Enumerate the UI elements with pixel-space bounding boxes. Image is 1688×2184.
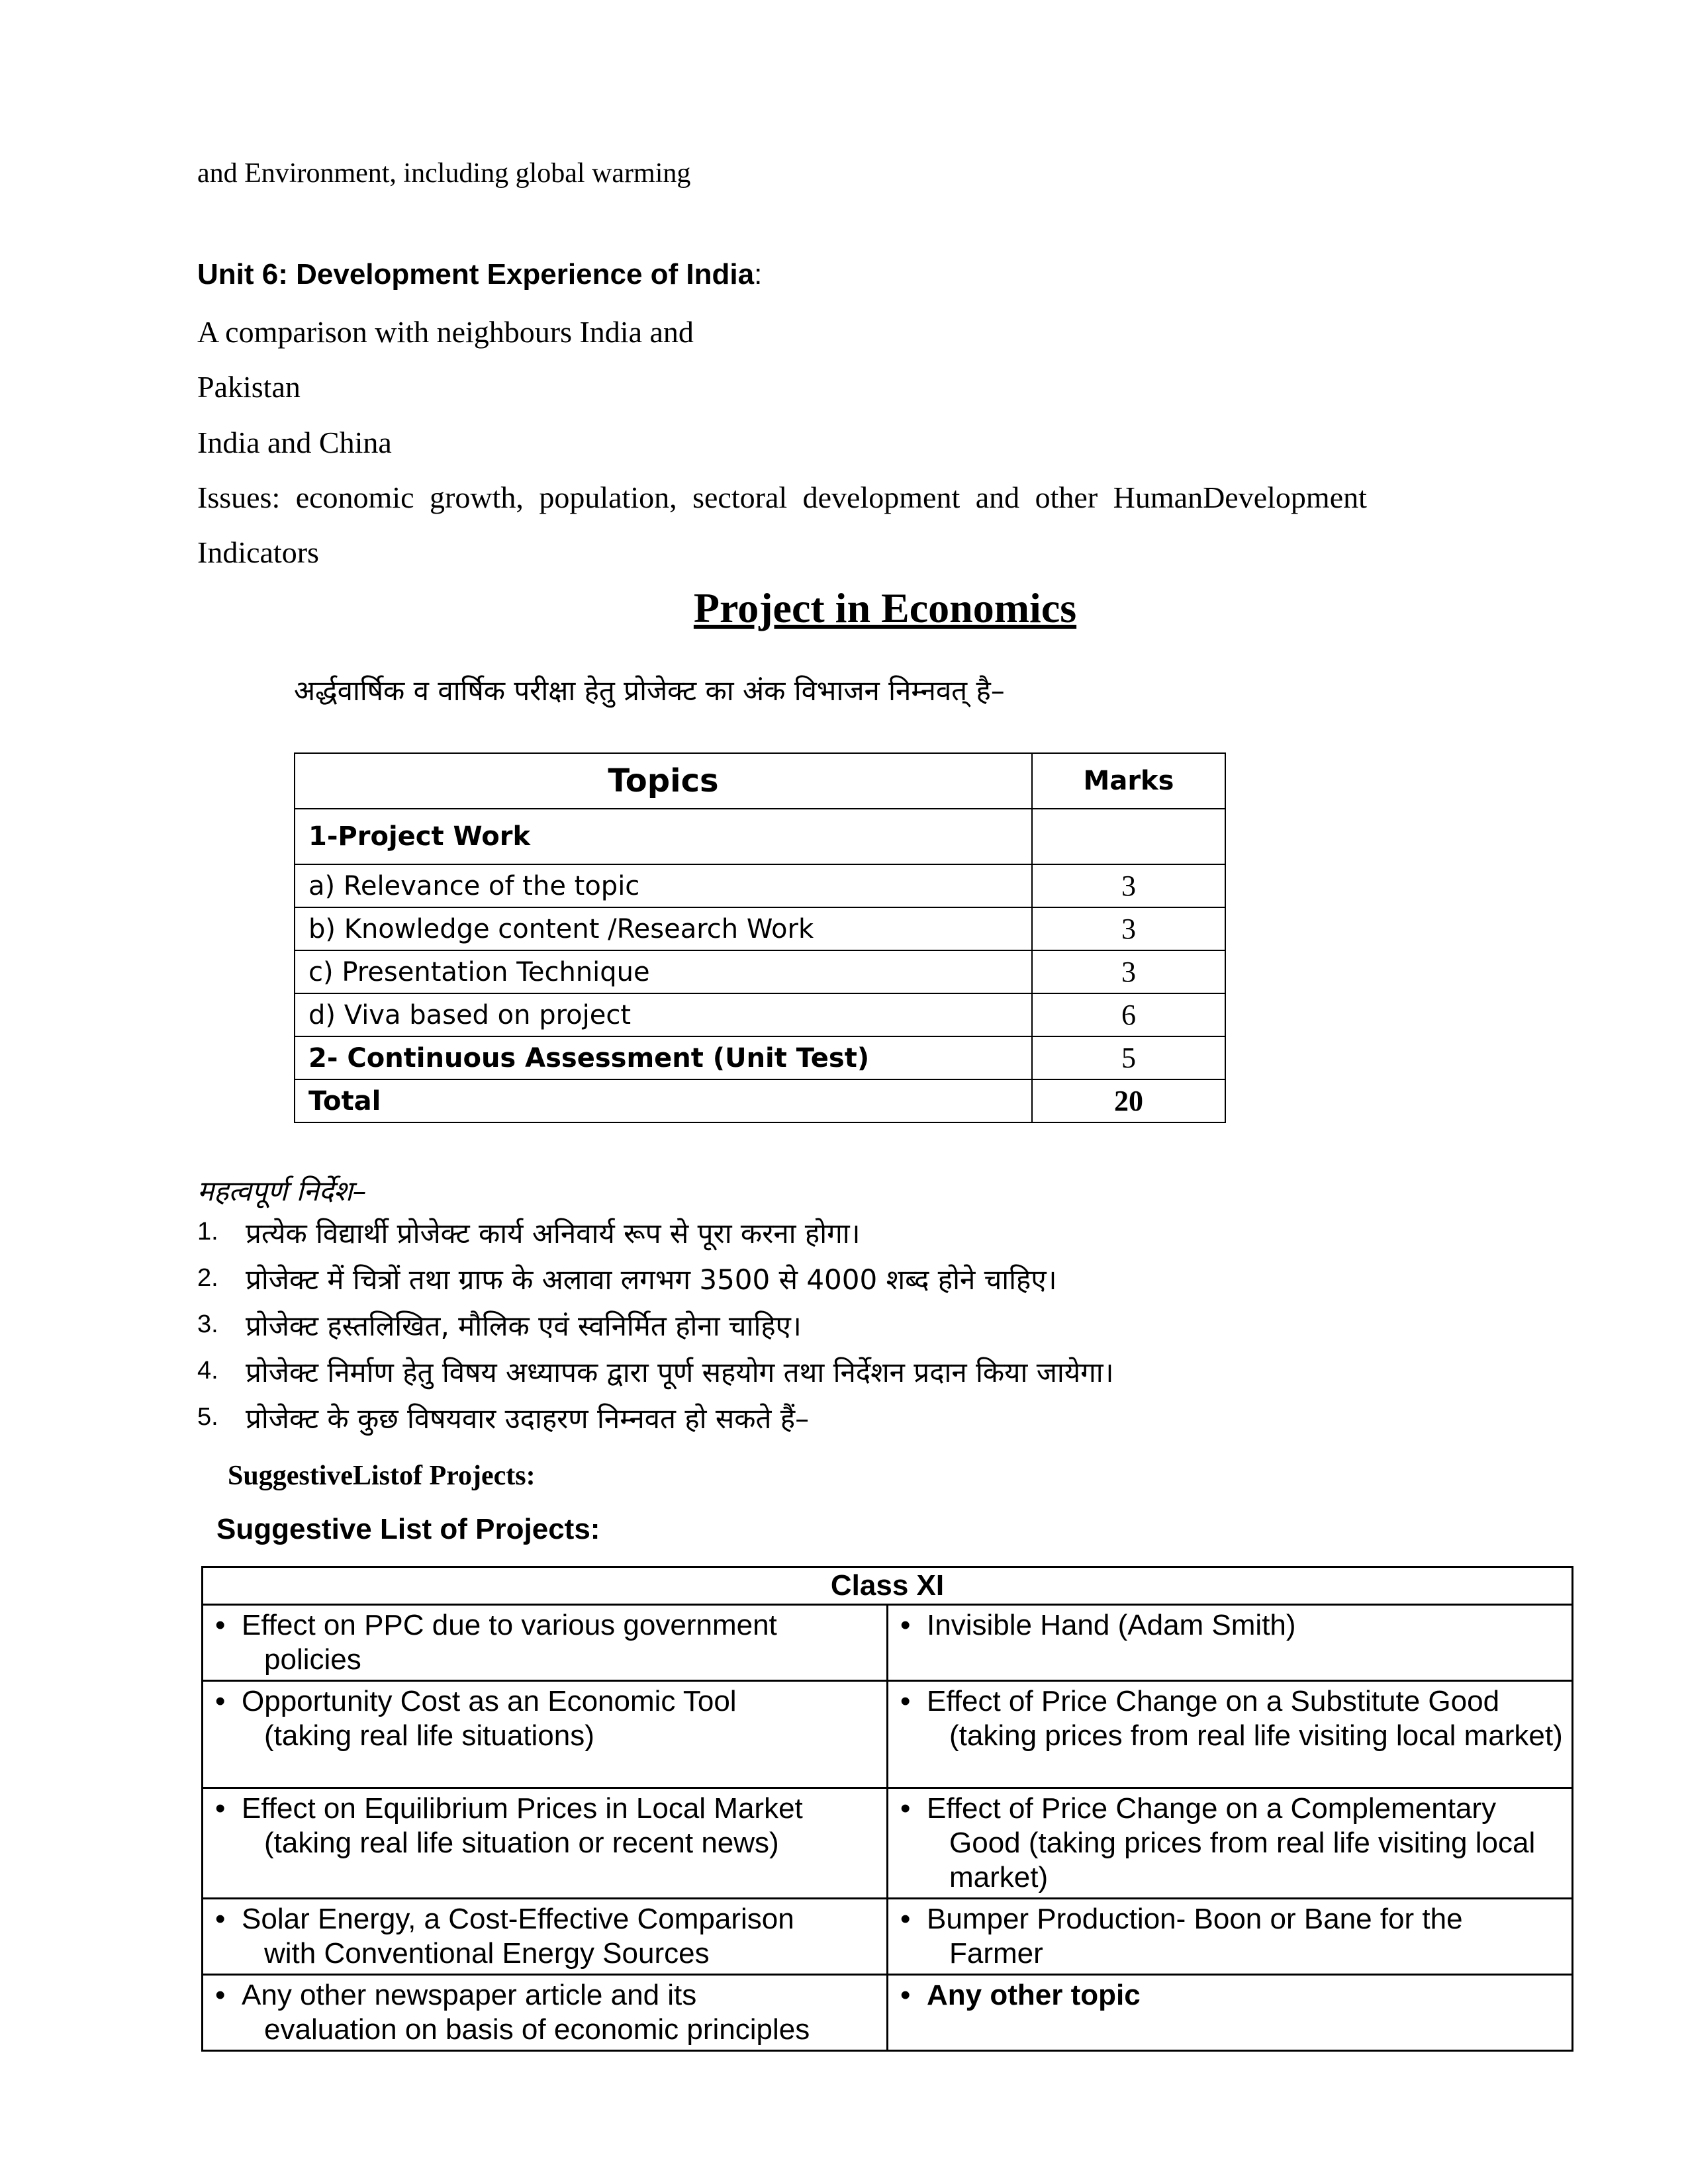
project-item	[215, 1684, 880, 1753]
project-line1: Effect on PPC due to various government	[242, 1609, 777, 1641]
unit6-colon: :	[754, 258, 763, 291]
bullet-icon: •	[900, 1685, 911, 1717]
project-row	[203, 1605, 1573, 1681]
bullet-icon: •	[215, 1979, 226, 2011]
project-cell	[203, 1899, 888, 1975]
table-row	[295, 1036, 1225, 1079]
project-line1: Effect of Price Change on a Substitute Good	[927, 1685, 1500, 1717]
unit6-heading-text: Unit 6: Development Experience of India	[197, 258, 755, 291]
unit6-line: A comparison with neighbours India and	[197, 315, 694, 349]
instructions-heading: महत्वपूर्ण निर्देश–	[197, 1175, 367, 1207]
bullet-icon: •	[215, 1792, 226, 1825]
project-line1: Solar Energy, a Cost-Effective Comparison	[242, 1903, 794, 1935]
project-cell	[888, 1975, 1573, 2051]
project-text	[242, 1792, 803, 1860]
suggestive-heading: Suggestive List of Projects:	[216, 1513, 600, 1545]
marks-cell: 5	[1032, 1036, 1225, 1079]
project-line2: policies	[264, 1643, 361, 1676]
project-line2: Good (taking prices from real life visiting local market)	[949, 1827, 1536, 1893]
table-header-row	[295, 753, 1225, 809]
total-marks: 20	[1032, 1079, 1225, 1122]
project-line1: Bumper Production- Boon or Bane for the	[927, 1903, 1463, 1935]
topic-cell: c) Presentation Technique	[295, 950, 1032, 993]
project-line2: (taking prices from real life visiting local market)	[949, 1719, 1563, 1752]
project-item	[215, 1978, 880, 2047]
bullet-icon: •	[215, 1903, 226, 1935]
table-row	[295, 809, 1225, 864]
intro-line: and Environment, including global warming	[197, 158, 691, 189]
project-item	[900, 1792, 1565, 1895]
table-row	[295, 907, 1225, 950]
project-text	[927, 1792, 1565, 1895]
projects-table	[201, 1566, 1573, 2052]
project-text	[927, 1608, 1296, 1643]
instruction-item: प्रत्येक विद्यार्थी प्रोजेक्ट कार्य अनिवार्य रूप से पूरा करना होगा।	[246, 1217, 861, 1250]
marks-table	[294, 752, 1226, 1123]
table-row	[295, 950, 1225, 993]
marks-cell: 3	[1032, 864, 1225, 907]
project-text	[927, 1902, 1463, 1971]
project-item	[900, 1978, 1565, 2013]
marks-cell: 6	[1032, 993, 1225, 1036]
project-item	[900, 1902, 1565, 1971]
suggestive-heading-serif: SuggestiveListof Projects:	[228, 1461, 536, 1491]
bullet-icon: •	[900, 1979, 911, 2011]
project-line1: Opportunity Cost as an Economic Tool	[242, 1685, 737, 1717]
instruction-item: प्रोजेक्ट निर्माण हेतु विषय अध्यापक द्वारा पूर्ण सहयोग तथा निर्देशन प्रदान किया जायेगा।	[246, 1356, 1114, 1388]
bullet-icon: •	[900, 1792, 911, 1825]
unit6-line: India and China	[197, 426, 392, 459]
project-cell	[203, 1605, 888, 1681]
caption-row	[203, 1567, 1573, 1605]
marks-cell: 3	[1032, 907, 1225, 950]
project-text	[242, 1902, 794, 1971]
marks-intro: अर्द्धवार्षिक व वार्षिक परीक्षा हेतु प्रोजेक्ट का अंक विभाजन निम्नवत् है–	[294, 674, 1005, 707]
project-title: Project in Economics	[693, 584, 1077, 631]
instruction-item: प्रोजेक्ट के कुछ विषयवार उदाहरण निम्नवत हो सकते हैं–	[246, 1402, 810, 1435]
project-cell	[888, 1605, 1573, 1681]
item-number: 4.	[197, 1357, 218, 1385]
project-line2: Farmer	[949, 1937, 1043, 1970]
project-item	[215, 1902, 880, 1971]
project-line1: Effect on Equilibrium Prices in Local Market	[242, 1792, 803, 1825]
item-number: 2.	[197, 1264, 218, 1292]
topic-cell: b) Knowledge content /Research Work	[295, 907, 1032, 950]
project-line1: Invisible Hand (Adam Smith)	[927, 1609, 1296, 1641]
bullet-icon: •	[900, 1609, 911, 1641]
project-item	[900, 1684, 1565, 1753]
total-label: Total	[295, 1079, 1032, 1122]
section-project-work: 1-Project Work	[295, 809, 1032, 864]
item-number: 5.	[197, 1403, 218, 1431]
project-row	[203, 1788, 1573, 1899]
project-cell	[888, 1899, 1573, 1975]
project-line2: with Conventional Energy Sources	[264, 1937, 710, 1970]
instruction-item: प्रोजेक्ट हस्तलिखित, मौलिक एवं स्वनिर्मित होना चाहिए।	[246, 1310, 802, 1342]
item-number: 3.	[197, 1310, 218, 1338]
unit6-line: Pakistan	[197, 370, 301, 404]
topic-cell: a) Relevance of the topic	[295, 864, 1032, 907]
project-text	[242, 1978, 810, 2047]
header-marks: Marks	[1032, 753, 1225, 809]
marks-cell: 3	[1032, 950, 1225, 993]
project-row	[203, 1681, 1573, 1788]
bullet-icon: •	[215, 1609, 226, 1641]
bullet-icon: •	[215, 1685, 226, 1717]
class-caption: Class XI	[203, 1567, 1573, 1605]
project-cell	[203, 1788, 888, 1899]
unit6-line: Indicators	[197, 535, 319, 569]
bullet-icon: •	[900, 1903, 911, 1935]
project-text	[927, 1684, 1563, 1753]
project-line1: Effect of Price Change on a Complementary	[927, 1792, 1497, 1825]
project-text	[242, 1684, 737, 1753]
topic-cell: d) Viva based on project	[295, 993, 1032, 1036]
project-line2: evaluation on basis of economic principles	[264, 2013, 810, 2046]
empty-cell	[1032, 809, 1225, 864]
project-line1: Any other topic	[927, 1979, 1141, 2011]
unit6-line: Issues: economic growth, population, sectoral development and other HumanDevelopment	[197, 480, 1367, 514]
unit6-heading	[197, 258, 762, 291]
project-text	[242, 1608, 777, 1677]
project-line2: (taking real life situations)	[264, 1719, 594, 1752]
project-row	[203, 1975, 1573, 2051]
project-cell	[888, 1788, 1573, 1899]
header-topics: Topics	[295, 753, 1032, 809]
project-item	[215, 1608, 880, 1677]
topic-cell: 2- Continuous Assessment (Unit Test)	[295, 1036, 1032, 1079]
project-line1: Any other newspaper article and its	[242, 1979, 697, 2011]
instruction-item: प्रोजेक्ट में चित्रों तथा ग्राफ के अलावा लगभग 3500 से 4000 शब्द होने चाहिए।	[246, 1263, 1057, 1296]
project-cell	[888, 1681, 1573, 1788]
project-text	[927, 1978, 1141, 2013]
table-row	[295, 864, 1225, 907]
project-item	[215, 1792, 880, 1860]
project-item	[900, 1608, 1565, 1643]
project-cell	[203, 1681, 888, 1788]
item-number: 1.	[197, 1218, 218, 1246]
total-row	[295, 1079, 1225, 1122]
project-cell	[203, 1975, 888, 2051]
project-row	[203, 1899, 1573, 1975]
project-line2: (taking real life situation or recent news)	[264, 1827, 779, 1859]
table-row	[295, 993, 1225, 1036]
